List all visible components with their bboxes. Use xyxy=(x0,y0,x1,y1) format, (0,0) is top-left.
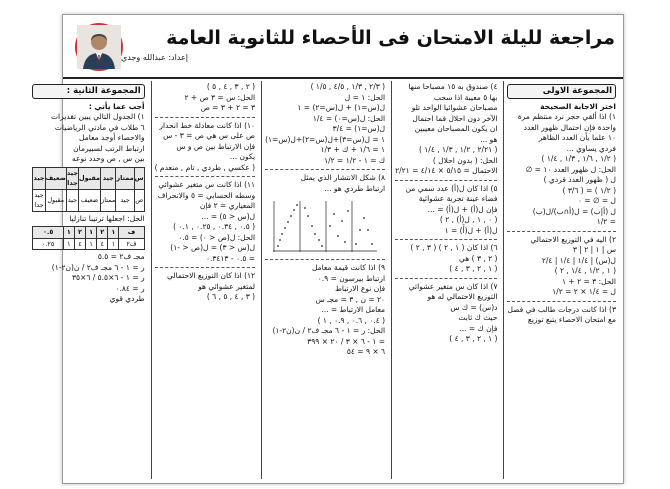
text-line: وسطه الحسابي = ٥ والانحراف xyxy=(157,190,256,200)
table-cell: س xyxy=(134,167,144,189)
text-line: الحل: ل(ص < ٠) = ٠.٥ xyxy=(178,232,256,242)
divider xyxy=(507,231,616,232)
text-line: حيث ك ثابت xyxy=(458,313,498,322)
column-four xyxy=(151,81,258,479)
table-cell: ٤ xyxy=(74,238,85,250)
divider xyxy=(395,180,497,181)
table-cell: ف xyxy=(119,227,144,239)
divider xyxy=(265,169,385,170)
text-line: الاحتمال = ٥/١٥ × ٤/١٤ = ٢/٢١ xyxy=(395,166,498,175)
text-line: ١٠ علما بأن العدد الظاهر xyxy=(538,133,616,142)
divider xyxy=(155,176,255,177)
divider xyxy=(155,117,255,118)
table-cell: ١ xyxy=(86,227,97,239)
text-line: فإن ك = ... xyxy=(459,323,498,333)
document-page xyxy=(33,14,624,484)
page-title: مراجعة لليلة الامتحان فى الأحصاء للثانوية العامة xyxy=(166,27,615,49)
table-cell: ١ xyxy=(63,227,74,239)
text-line: ( ١/٢ ) = ( ٣/٦ ) xyxy=(562,185,616,195)
text-line: طردي قوي xyxy=(109,294,145,303)
table-cell: جيد xyxy=(33,167,45,189)
divider xyxy=(155,267,255,268)
group-two-heading: المجموعة الثانية : xyxy=(32,84,144,99)
text-line: والاحصاء أوجد معامل xyxy=(79,133,145,142)
table-cell: ١ xyxy=(108,227,119,239)
text-line: ( ٢ , ٣ ) هي xyxy=(459,253,498,263)
divider xyxy=(507,301,616,302)
text-line: معامل الارتباط = ... xyxy=(321,305,386,314)
text-line: ل(س < ٥) = ... xyxy=(201,211,256,221)
text-line: ك = ١ - ١/٢ = ١/٢ xyxy=(324,155,386,165)
table-cell: جيد xyxy=(66,189,78,211)
text-line: الحل: س = ٣ ص + ٢ xyxy=(184,92,256,102)
table-cell: ١ xyxy=(86,238,97,250)
table-cell: مقبول xyxy=(45,189,66,211)
text-line: الحل: ( بدون احلال ) xyxy=(432,155,498,165)
text-line: ٣ = ٢ + ٣ = ص xyxy=(200,103,256,112)
divider xyxy=(395,239,497,240)
text-line: ارتباط بيرسون = ٠.٩ xyxy=(317,273,386,283)
instruction-answer: أجب عما يأتي : xyxy=(88,101,145,111)
column-group-two xyxy=(29,81,147,479)
spearman-table xyxy=(32,167,144,212)
instruction-choose: اختر الاجابة الصحيحة xyxy=(540,101,616,111)
text-line: ل(س=١) = ٣/٤ xyxy=(332,124,386,133)
column-three xyxy=(261,81,388,479)
divider xyxy=(265,259,385,260)
text-line: س | ١ | ٢ | ٣ xyxy=(572,245,616,254)
table-cell: جيد xyxy=(116,189,134,211)
text-line: ل(س=١) + ل(س=٢) = ١ xyxy=(297,103,386,112)
text-line: ( ١ , ٢ , ٣ , ٤ ) xyxy=(449,264,498,273)
text-line: هو ... xyxy=(480,134,498,144)
text-line: ل (أ|ب) = ل(أ∩ب)/ل(ب) xyxy=(532,206,616,216)
text-line: ل ( ظهور العدد فردي ) xyxy=(543,175,616,184)
text-line: ( عكسي , طردي , تام , منعدم ) xyxy=(154,162,256,172)
author-name: إعداد: عبدالله وجدي xyxy=(121,53,189,62)
text-line: ارتباط الرتب لسبيرمان xyxy=(73,143,145,153)
text-line: ١٢) اذا كان التوزيع الاحتمالي xyxy=(167,271,256,280)
text-line: ( ٢ , ٣ , ٤ , ٥ ) xyxy=(206,82,256,91)
text-line: ( ١/٢ , ١/٦ , ١/٣ , ١/٤ ) xyxy=(541,154,616,163)
text-line: ل(أ) + ل(أَ) = ١ xyxy=(444,225,498,235)
text-line: الحل: ٣ = ٢ + ١ xyxy=(561,276,616,286)
table-cell: ١ xyxy=(108,238,119,250)
text-line: بها ٥ معيبة اذا سحب xyxy=(433,92,498,102)
table-cell: ٢ xyxy=(97,227,108,239)
text-line: الحل: ل ظهور العدد ١٠ = ∅ xyxy=(525,164,616,174)
text-line: مع امتحان الاحصاء يتبع توزيع xyxy=(527,315,616,324)
text-line: ١) الجدول التالي يبين تقديرات xyxy=(50,112,145,121)
table-row xyxy=(33,227,144,239)
table-cell: جيد xyxy=(101,167,116,189)
text-line: ( ١ , ٢ , ٣ , ٤ ) xyxy=(449,334,498,343)
table-row xyxy=(33,167,144,189)
text-line: ر = ١ - ٦ مجـ ف٢ / ن(ن٢-١) xyxy=(51,262,145,272)
column-two xyxy=(391,81,500,479)
text-line: ر = ٠.٨٤ xyxy=(115,283,145,293)
text-line: ١ = ١/٦ + ك + ١/٣ xyxy=(320,145,386,154)
text-line: فإن ل(أ) + ل(أ) = ... xyxy=(427,204,498,214)
text-line: ٦ × ٩ = ٥٤ xyxy=(346,347,386,356)
text-line: ٨) شكل الانتشار الذي يمثل xyxy=(300,173,386,182)
text-line: لمتغير عشوائي هو xyxy=(198,281,256,291)
text-line: ١ = ل(س=٣)+ل(س=٢)+ل(س=١) xyxy=(265,134,386,144)
table-cell: ضعيف xyxy=(45,167,66,189)
text-line: ٣) اذا كانت درجات طالب في فصل xyxy=(507,304,616,314)
text-line: المعياري = ٢ فإن xyxy=(199,201,256,210)
text-line: ١٠) اذا كانت معادلة خط انحدار xyxy=(159,120,256,130)
text-line: ( ٢/٢١ , ١/٢ , ١/٣ , ١/٤ ) xyxy=(418,145,498,154)
text-line: ( ١ , ١/٢ , ١/٤ , ٢ ) xyxy=(554,266,616,275)
table-cell: ممتاز xyxy=(116,167,134,189)
text-line: ١١) اذا كانت س متغير عشوائي xyxy=(158,180,256,189)
table-cell: مقبول xyxy=(79,167,101,189)
group-one-heading: المجموعة الاولى xyxy=(507,84,616,99)
text-line: ٤) صندوق به ١٥ مصباحا منها xyxy=(408,82,498,91)
text-line: ١) اذا ألقي حجر نرد منتظم مرة xyxy=(517,112,616,121)
text-line: فردي يساوي ... xyxy=(566,143,616,153)
author-photo xyxy=(75,23,123,71)
text-line: يكون ... xyxy=(229,152,256,161)
table-cell: ضعيف xyxy=(79,189,101,211)
author-avatar-icon xyxy=(77,25,121,69)
text-line: التوزيع الاحتمالي له هو xyxy=(427,292,498,301)
text-line: = ١/٢ xyxy=(596,217,616,226)
table-cell: ص xyxy=(134,189,144,211)
text-line: ل = ١/٤ × ٢ = ١/٢ xyxy=(552,287,616,296)
text-line: مصباحان عشوائيا الواحد تلو xyxy=(411,103,498,112)
table-cell: جيد جدا xyxy=(34,190,44,209)
divider xyxy=(395,278,497,279)
text-line: الحل: ل(س=٠) = ١/٤ xyxy=(312,113,386,123)
table-cell: ممتاز xyxy=(101,189,116,211)
text-line: مجـ ف٢ = ٥.٥ xyxy=(97,252,145,261)
text-line: فضاء عينة تجربة عشوائية xyxy=(418,194,498,203)
text-line: ٢٠ = ن , ٣ = مجـ س xyxy=(315,294,386,304)
text-line: ل(س) | ١/٤ | ١/٤ | ٢/٤ xyxy=(541,255,616,265)
text-line: ارتباط طردي هو ... xyxy=(324,183,386,193)
text-line: الحل: ر = ١ - ٦ مجـ ف٢ / ن(ن٢-١) xyxy=(272,326,386,335)
page-header xyxy=(63,15,623,79)
table-cell: ١ xyxy=(63,238,74,250)
table-cell: ٠.٥ xyxy=(33,227,63,239)
table-cell: ٤ xyxy=(97,238,108,250)
text-line: الحل: اجعلها ترتيبا تنازليا xyxy=(69,213,145,223)
text-line: ٢) اليه في التوزيع الاحتمالي xyxy=(530,234,616,244)
text-line: = ٠.٥ - ٠.٣٤١٣ xyxy=(205,253,256,263)
text-line: فإن الارتباط بين ص و س xyxy=(176,141,256,151)
text-line: ٩) اذا كانت قيمة معامل xyxy=(311,263,386,272)
text-line: ص على س هي ص = ٣ - س xyxy=(163,131,256,140)
text-line: ٥) اذا كان ل(أ) عدد سمي من xyxy=(405,183,498,193)
text-line: ( ٠.٥ , ٠.٣٤ , ٠.٢٥ , ٠.١ ) xyxy=(173,222,256,231)
text-line: = ١ - ٦ × ٣ / ٢٠ × ٣٩٩ xyxy=(307,336,386,346)
scatter-plots-figure xyxy=(265,196,385,256)
text-line: ر = ١ - ٦×٥.٥ / ٦×٣٥ xyxy=(71,273,145,282)
text-line: ( ٠.٤ , ٠.٦ , ٠.٩ , ١ ) xyxy=(317,315,386,325)
text-line: الحل: ١ = ل xyxy=(344,92,386,102)
text-line: واحدة فإن احتمال ظهور العدد xyxy=(523,122,616,132)
text-line: ( ٢/٣ , ١/٣ , ٤/٥ , ١/٥ ) xyxy=(310,82,386,91)
table-row xyxy=(33,238,144,250)
text-line: فإن نوع الارتباط xyxy=(334,284,386,293)
text-line: ان يكون المصباحان معيبين xyxy=(414,124,498,133)
text-line: ل(س < ٣) = ل(ص < -١) xyxy=(170,243,256,252)
text-line: ( ٠ , ١ , ل(أ) , ٢ ) xyxy=(439,215,498,224)
text-line: د(س) = ك س xyxy=(450,302,498,312)
table-row xyxy=(33,189,144,211)
text-line: ٦) اذا كان ( ١ , ٢ ) ( ٣ , ٢ ) xyxy=(410,243,498,252)
table-cell: جيد جدا xyxy=(66,168,79,187)
text-line: الآخر دون احلال فما احتمال xyxy=(412,113,498,123)
table-cell: ٢ xyxy=(74,227,85,239)
table-cell: ٠.٢٥ xyxy=(33,238,63,250)
text-line: ٧) اذا كان س متغير عشوائي xyxy=(408,281,498,291)
content-columns xyxy=(33,81,619,479)
table-cell: ف٢ xyxy=(119,238,144,250)
column-group-one xyxy=(503,81,619,479)
text-line: بين س , ص وحدد نوعه xyxy=(72,154,145,163)
text-line: ل = ∅ = ٠ xyxy=(577,196,616,205)
ranks-table xyxy=(32,226,144,250)
text-line: ( ٣ , ٤ , ٥ , ٦ ) xyxy=(206,292,256,301)
text-line: ٦ طلاب في مادتي الرياضيات xyxy=(54,122,145,132)
